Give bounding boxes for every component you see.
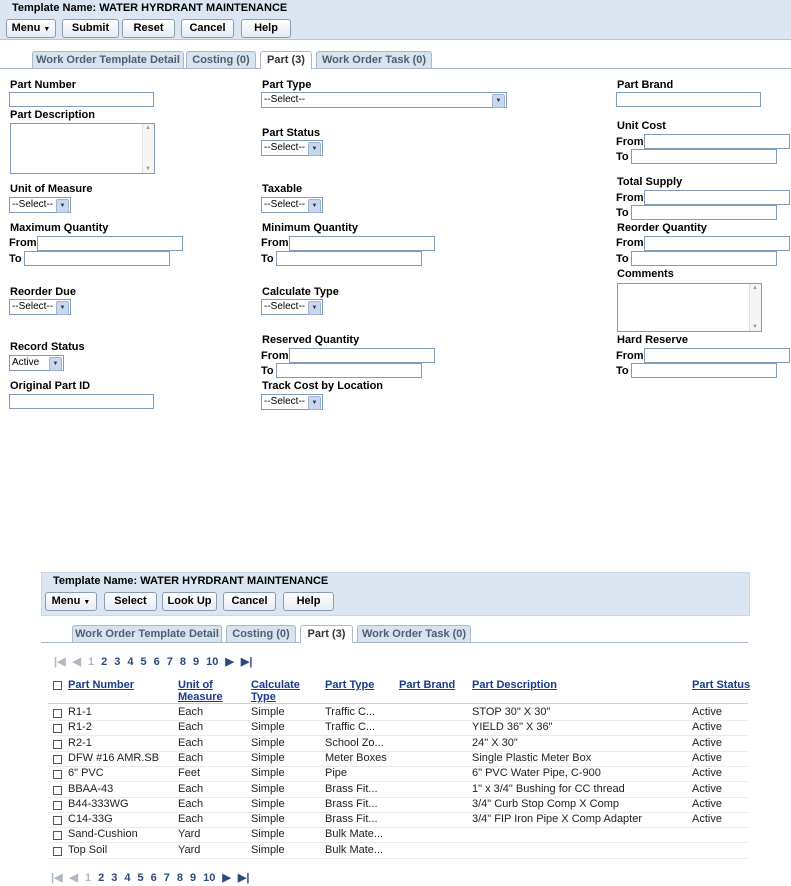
record-status-label: Record Status [10, 341, 85, 353]
chevron-down-icon: ▼ [308, 301, 321, 315]
cell-part-status: Active [692, 767, 722, 780]
table-row[interactable] [48, 736, 748, 752]
bottom-menu-button[interactable]: Menu ▼ [45, 592, 97, 611]
last-page-icon[interactable]: ▶| [237, 872, 250, 884]
hard-reserve-to-label: To [616, 365, 629, 377]
row-checkbox[interactable] [53, 801, 62, 810]
top-template-name: Template Name: WATER HYRDRANT MAINTENANCE [12, 2, 288, 14]
bottom-tab-part[interactable]: Part (3) [300, 625, 353, 643]
min-qty-from-label: From [261, 237, 289, 249]
cell-unit-of-measure: Yard [178, 828, 201, 841]
total-supply-label: Total Supply [617, 176, 683, 188]
tab-costing[interactable]: Costing (0) [186, 51, 256, 68]
scrollbar[interactable] [749, 284, 761, 331]
page-link-1[interactable]: 1 [88, 656, 95, 668]
page-link-6[interactable]: 6 [153, 656, 160, 668]
max-qty-to-input[interactable] [24, 251, 170, 266]
page-link-8[interactable]: 8 [176, 872, 184, 884]
submit-button[interactable]: Submit [62, 19, 119, 38]
cell-unit-of-measure: Feet [178, 767, 201, 780]
cell-unit-of-measure: Each [178, 751, 204, 764]
minimum-quantity-label: Minimum Quantity [262, 222, 358, 234]
cell-unit-of-measure: Each [178, 813, 204, 826]
row-checkbox[interactable] [53, 724, 62, 733]
min-qty-to-input[interactable] [276, 251, 422, 266]
table-row[interactable] [48, 751, 748, 767]
part-number-input[interactable] [9, 92, 154, 107]
taxable-label: Taxable [262, 183, 303, 195]
cell-unit-of-measure: Each [178, 706, 204, 718]
cell-part-number: R2-1 [68, 736, 92, 749]
original-part-id-input[interactable] [9, 394, 154, 409]
hard-reserve-label: Hard Reserve [617, 334, 688, 346]
cell-part-description: 24" X 30" [472, 736, 518, 749]
reorder-due-select[interactable]: --Select-- ▼ [9, 299, 71, 315]
cell-calculate-type: Simple [251, 828, 285, 841]
page-link-9[interactable]: 9 [190, 872, 197, 884]
bottom-template-name: Template Name: WATER HYRDRANT MAINTENANCE [53, 575, 329, 587]
total-supply-to-input[interactable] [631, 205, 777, 220]
row-checkbox[interactable] [53, 831, 62, 840]
col-part-description[interactable]: Part Description [472, 679, 557, 691]
calculate-type-label: Calculate Type [262, 286, 339, 298]
cell-part-type: Brass Fit... [325, 782, 378, 795]
cell-part-type: School Zo... [325, 736, 384, 749]
table-row[interactable] [48, 827, 748, 843]
part-type-label: Part Type [262, 79, 312, 91]
page-link-3[interactable]: 3 [114, 656, 121, 668]
track-cost-label: Track Cost by Location [262, 380, 384, 392]
row-checkbox[interactable] [53, 847, 62, 856]
cell-calculate-type: Simple [251, 706, 285, 718]
next-page-icon[interactable]: ▶ [225, 656, 234, 668]
cell-part-type: Traffic C... [325, 706, 376, 718]
cell-part-status: Active [692, 736, 722, 749]
cell-part-description: YIELD 36" X 36" [472, 721, 553, 734]
cell-calculate-type: Simple [251, 797, 285, 810]
cell-part-number: R1-1 [68, 706, 92, 718]
cell-part-description: 6" PVC Water Pipe, C-900 [472, 767, 601, 780]
hard-reserve-to-input[interactable] [631, 363, 777, 378]
track-cost-select[interactable]: --Select-- ▼ [261, 394, 323, 410]
cell-part-number: Sand-Cushion [68, 828, 138, 841]
reserved-qty-to-input[interactable] [276, 363, 422, 378]
last-page-icon[interactable]: ▶| [240, 656, 253, 668]
col-part-number[interactable]: Part Number [68, 679, 135, 691]
pager-top [54, 655, 259, 668]
row-checkbox[interactable] [53, 740, 62, 749]
tab-work-order-template-detail[interactable]: Work Order Template Detail [32, 51, 184, 68]
cell-part-status: Active [692, 782, 722, 795]
table-row[interactable] [48, 720, 748, 736]
unit-cost-from-input[interactable] [644, 134, 790, 149]
cell-part-status: Active [692, 721, 722, 734]
cell-part-type: Pipe [325, 767, 348, 780]
cell-calculate-type: Simple [251, 751, 285, 764]
table-row[interactable] [48, 797, 748, 813]
col-part-status[interactable]: Part Status [692, 679, 751, 691]
cell-part-type: Brass Fit... [325, 797, 378, 810]
row-checkbox[interactable] [53, 755, 62, 764]
part-number-label: Part Number [10, 79, 77, 91]
chevron-down-icon: ▼ [308, 142, 321, 156]
page-link-5[interactable]: 5 [140, 656, 147, 668]
page-link-10[interactable]: 10 [206, 656, 219, 668]
page-link-2[interactable]: 2 [98, 872, 105, 884]
unit-cost-to-input[interactable] [631, 149, 777, 164]
bottom-tab-work-order-task[interactable]: Work Order Task (0) [357, 625, 471, 642]
cell-part-number: Top Soil [68, 843, 108, 856]
max-qty-from-input[interactable] [37, 236, 183, 251]
cell-part-description: 3/4" FIP Iron Pipe X Comp Adapter [472, 813, 643, 826]
row-checkbox[interactable] [53, 816, 62, 825]
cell-calculate-type: Simple [251, 843, 285, 856]
cell-part-description: STOP 30" X 30" [472, 706, 551, 718]
select-button[interactable]: Select [104, 592, 157, 611]
total-supply-from-label: From [616, 192, 644, 204]
page-link-2[interactable]: 2 [101, 656, 108, 668]
cell-part-type: Traffic C... [325, 721, 376, 734]
unit-of-measure-select[interactable]: --Select-- ▼ [9, 197, 71, 213]
part-type-select[interactable]: --Select-- ▼ [261, 92, 507, 108]
table-row[interactable] [48, 782, 748, 798]
cell-unit-of-measure: Yard [178, 843, 201, 856]
page-link-7[interactable]: 7 [166, 656, 173, 668]
hard-reserve-from-label: From [616, 350, 644, 362]
col-part-type[interactable]: Part Type [325, 679, 375, 691]
cell-part-number: B44-333WG [68, 797, 129, 810]
cell-part-type: Bulk Mate... [325, 843, 384, 856]
table-row[interactable] [48, 705, 748, 721]
cell-part-type: Meter Boxes [325, 751, 387, 764]
reorder-qty-from-label: From [616, 237, 644, 249]
chevron-down-icon: ▼ [43, 26, 51, 33]
reorder-quantity-label: Reorder Quantity [617, 222, 707, 234]
select-all-checkbox[interactable] [53, 681, 62, 690]
part-status-label: Part Status [262, 127, 321, 139]
total-supply-from-input[interactable] [644, 190, 790, 205]
min-qty-to-label: To [261, 253, 274, 265]
reset-button[interactable]: Reset [122, 19, 175, 38]
cell-part-number: C14-33G [68, 813, 113, 826]
scrollbar[interactable] [142, 124, 154, 173]
comments-label: Comments [617, 268, 674, 280]
reorder-due-label: Reorder Due [10, 286, 77, 298]
calculate-type-select[interactable]: --Select-- ▼ [261, 299, 323, 315]
part-brand-input[interactable] [616, 92, 761, 107]
cell-part-type: Brass Fit... [325, 813, 378, 826]
previous-page-icon[interactable]: ◀ [72, 656, 82, 668]
cell-part-description: 3/4" Curb Stop Comp X Comp [472, 797, 619, 810]
unit-of-measure-label: Unit of Measure [10, 183, 93, 195]
chevron-down-icon: ▼ [83, 599, 91, 606]
bottom-cancel-button[interactable]: Cancel [223, 592, 276, 611]
cell-unit-of-measure: Each [178, 782, 204, 795]
help-button[interactable]: Help [241, 19, 291, 38]
cell-part-number: BBAA-43 [68, 782, 114, 795]
table-row[interactable] [48, 812, 748, 828]
cell-calculate-type: Simple [251, 736, 285, 749]
bottom-tab-costing[interactable]: Costing (0) [226, 625, 296, 642]
table-row[interactable] [48, 843, 748, 859]
col-calculate-type[interactable]: Calculate Type [251, 679, 300, 703]
reserved-qty-to-label: To [261, 365, 274, 377]
page-link-1[interactable]: 1 [85, 872, 92, 884]
original-part-id-label: Original Part ID [10, 380, 91, 392]
first-page-icon[interactable]: |◀ [51, 872, 63, 884]
cell-calculate-type: Simple [251, 782, 285, 795]
previous-page-icon[interactable]: ◀ [69, 872, 79, 884]
min-qty-from-input[interactable] [289, 236, 435, 251]
max-qty-from-label: From [9, 237, 37, 249]
top-menu-button[interactable]: Menu ▼ [6, 19, 56, 38]
cell-part-number: 6" PVC [68, 767, 104, 780]
page-link-9[interactable]: 9 [193, 656, 200, 668]
tab-work-order-task[interactable]: Work Order Task (0) [316, 51, 432, 68]
cell-part-status: Active [692, 797, 722, 810]
bottom-tab-work-order-template-detail[interactable]: Work Order Template Detail [72, 625, 222, 642]
row-checkbox[interactable] [53, 709, 62, 718]
bottom-tabs-underline [41, 642, 748, 643]
part-description-label: Part Description [10, 109, 95, 121]
cell-part-number: R1-2 [68, 721, 92, 734]
chevron-down-icon: ▼ [56, 199, 69, 213]
record-status-select[interactable]: Active ▼ [9, 355, 64, 371]
grid-header-divider [48, 703, 748, 704]
reserved-quantity-label: Reserved Quantity [262, 334, 360, 346]
chevron-down-icon: ▼ [308, 199, 321, 213]
comments-textarea[interactable] [617, 283, 762, 332]
cell-part-description: Single Plastic Meter Box [472, 751, 592, 764]
row-checkbox[interactable] [53, 770, 62, 779]
cell-unit-of-measure: Each [178, 736, 204, 749]
table-row[interactable] [48, 766, 748, 782]
cell-part-description: 1" x 3/4" Bushing for CC thread [472, 782, 625, 795]
page-link-10[interactable]: 10 [203, 872, 216, 884]
part-description-textarea[interactable] [10, 123, 155, 174]
cell-calculate-type: Simple [251, 767, 285, 780]
cancel-button[interactable]: Cancel [181, 19, 234, 38]
page-link-3[interactable]: 3 [111, 872, 118, 884]
unit-cost-label: Unit Cost [617, 120, 666, 132]
row-checkbox[interactable] [53, 786, 62, 795]
reorder-qty-from-input[interactable] [644, 236, 790, 251]
chevron-down-icon: ▼ [308, 396, 321, 410]
chevron-down-icon: ▼ [56, 301, 69, 315]
col-unit-of-measure[interactable]: Unit of Measure [178, 679, 223, 703]
reserved-qty-from-input[interactable] [289, 348, 435, 363]
max-qty-to-label: To [9, 253, 22, 265]
page-link-8[interactable]: 8 [179, 656, 187, 668]
page-link-4[interactable]: 4 [124, 872, 131, 884]
look-up-button[interactable]: Look Up [162, 592, 217, 611]
cell-part-type: Bulk Mate... [325, 828, 384, 841]
page-link-6[interactable]: 6 [150, 872, 157, 884]
cell-unit-of-measure: Each [178, 797, 204, 810]
top-tabs-underline [0, 68, 791, 69]
total-supply-to-label: To [616, 207, 629, 219]
part-brand-label: Part Brand [617, 79, 674, 91]
cell-part-status: Active [692, 706, 722, 718]
col-part-brand[interactable]: Part Brand [399, 679, 456, 691]
taxable-select[interactable]: --Select-- ▼ [261, 197, 323, 213]
pager-bottom [51, 871, 256, 884]
chevron-down-icon: ▼ [49, 357, 62, 371]
cell-unit-of-measure: Each [178, 721, 204, 734]
cell-part-status: Active [692, 751, 722, 764]
part-status-select[interactable]: --Select-- ▼ [261, 140, 323, 156]
cell-calculate-type: Simple [251, 813, 285, 826]
bottom-help-button[interactable]: Help [283, 592, 334, 611]
cell-part-number: DFW #16 AMR.SB [68, 751, 160, 764]
cell-part-status: Active [692, 813, 722, 826]
unit-cost-from-label: From [616, 136, 644, 148]
reorder-qty-to-input[interactable] [631, 251, 777, 266]
page-link-4[interactable]: 4 [127, 656, 134, 668]
next-page-icon[interactable]: ▶ [222, 872, 231, 884]
unit-cost-to-label: To [616, 151, 629, 163]
hard-reserve-from-input[interactable] [644, 348, 790, 363]
page-link-7[interactable]: 7 [163, 872, 170, 884]
reorder-qty-to-label: To [616, 253, 629, 265]
reserved-qty-from-label: From [261, 350, 289, 362]
tab-part[interactable]: Part (3) [260, 51, 312, 69]
page-link-5[interactable]: 5 [137, 872, 144, 884]
maximum-quantity-label: Maximum Quantity [10, 222, 109, 234]
first-page-icon[interactable]: |◀ [54, 656, 66, 668]
chevron-down-icon: ▼ [492, 94, 505, 108]
cell-calculate-type: Simple [251, 721, 285, 734]
